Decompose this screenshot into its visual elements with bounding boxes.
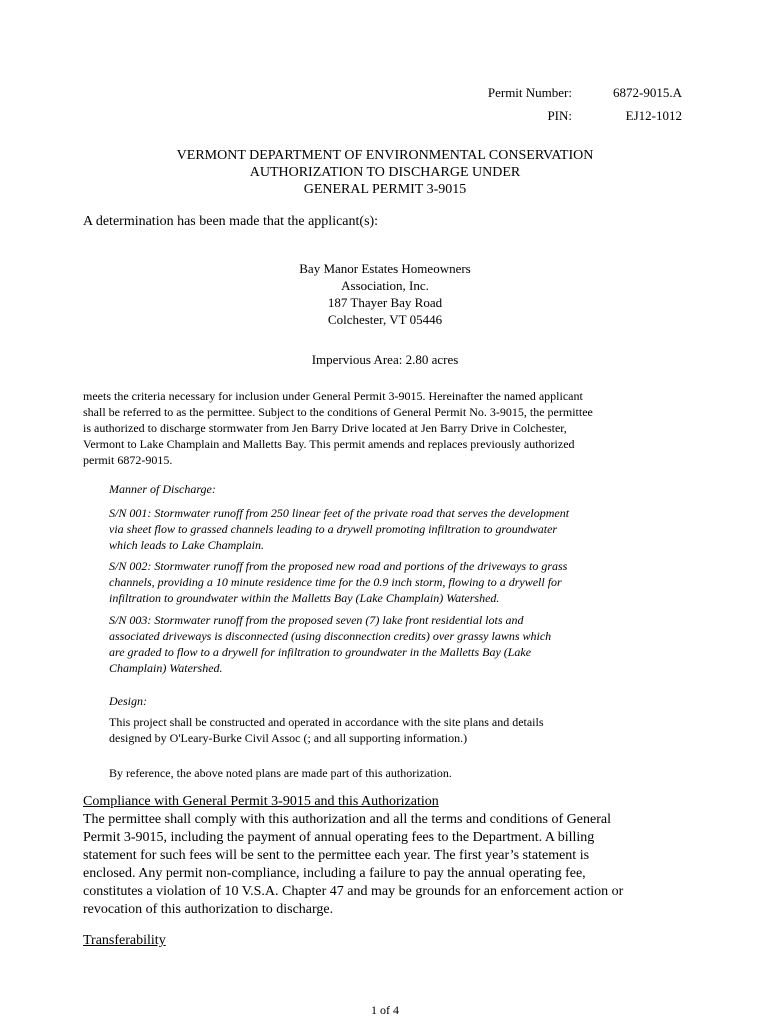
design-line: designed by O'Leary-Burke Civil Assoc (; and all supporting information.) <box>109 731 468 745</box>
determination-text: A determination has been made that the applicant(s): <box>83 214 379 229</box>
title-line-3: GENERAL PERMIT 3-9015 <box>303 182 467 197</box>
title-line-2: AUTHORIZATION TO DISCHARGE UNDER <box>249 165 521 180</box>
compliance-line: constitutes a violation of 10 V.S.A. Chapter 47 and may be grounds for an enforcement action or <box>83 884 624 899</box>
sn-002-line: channels, providing a 10 minute residence time for the 0.9 inch storm, flowing to a drywell for <box>109 575 562 589</box>
sn-002-line: infiltration to groundwater within the Malletts Bay (Lake Champlain) Watershed. <box>109 591 500 605</box>
transferability-heading: Transferability <box>83 933 166 948</box>
compliance-line: revocation of this authorization to discharge. <box>83 902 334 917</box>
compliance-line: enclosed. Any permit non-compliance, including a failure to pay the annual operating fee, <box>83 866 586 881</box>
manner-heading: Manner of Discharge: <box>109 482 216 496</box>
compliance-line: The permittee shall comply with this authorization and all the terms and conditions of General <box>83 812 611 827</box>
criteria-line: meets the criteria necessary for inclusion under General Permit 3-9015. Hereinafter the named applicant <box>83 389 583 403</box>
compliance-line: statement for such fees will be sent to the permittee each year. The first year’s statement is <box>83 848 590 863</box>
design-line: This project shall be constructed and operated in accordance with the site plans and details <box>109 715 544 729</box>
pin-value: EJ12-1012 <box>625 108 682 123</box>
applicant-line-4: Colchester, VT 05446 <box>327 312 443 327</box>
page-number: 1 of 4 <box>371 1003 399 1017</box>
sn-002-line: S/N 002: Stormwater runoff from the proposed new road and portions of the driveways to grass <box>109 559 568 573</box>
sn-003-line: associated driveways is disconnected (using disconnection credits) over grassy lawns which <box>109 629 552 643</box>
sn-001-line: which leads to Lake Champlain. <box>109 538 264 552</box>
compliance-heading: Compliance with General Permit 3-9015 and this Authorization <box>83 794 439 809</box>
compliance-text <box>83 811 693 919</box>
criteria-line: is authorized to discharge stormwater from Jen Barry Drive located at Jen Barry Drive in Colchester, <box>83 421 567 435</box>
sn-001 <box>109 505 669 553</box>
criteria-line: shall be referred to as the permittee. Subject to the conditions of General Permit No. 3-9015, the permittee <box>83 405 593 419</box>
sn-003-line: are graded to flow to a drywell for infiltration to groundwater in the Malletts Bay (Lake <box>109 645 532 659</box>
applicant-line-1: Bay Manor Estates Homeowners <box>299 261 471 276</box>
title-line-1: VERMONT DEPARTMENT OF ENVIRONMENTAL CONSERVATION <box>176 148 594 163</box>
applicant-line-2: Association, Inc. <box>341 278 429 293</box>
sn-003-line: Champlain) Watershed. <box>109 661 223 675</box>
criteria-line: permit 6872-9015. <box>83 453 173 467</box>
design-heading: Design: <box>109 694 147 708</box>
permit-number-value: 6872-9015.A <box>613 85 682 100</box>
sn-002 <box>109 558 669 606</box>
sn-001-line: via sheet flow to grassed channels leading to a drywell promoting infiltration to groundwater <box>109 522 558 536</box>
permit-number-label: Permit Number: <box>487 85 572 100</box>
sn-003-line: S/N 003: Stormwater runoff from the proposed seven (7) lake front residential lots and <box>109 613 524 627</box>
criteria-paragraph <box>83 388 683 468</box>
applicant-line-3: 187 Thayer Bay Road <box>327 295 443 310</box>
design-text <box>109 714 669 746</box>
impervious-area: Impervious Area: 2.80 acres <box>311 352 459 367</box>
pin-label: PIN: <box>547 108 572 123</box>
sn-001-line: S/N 001: Stormwater runoff from 250 linear feet of the private road that serves the development <box>109 506 570 520</box>
sn-003 <box>109 612 669 676</box>
criteria-line: Vermont to Lake Champlain and Malletts Bay. This permit amends and replaces previously authorized <box>83 437 575 451</box>
reference-text: By reference, the above noted plans are made part of this authorization. <box>109 766 452 780</box>
compliance-line: Permit 3-9015, including the payment of annual operating fees to the Department. A billing <box>83 830 595 845</box>
